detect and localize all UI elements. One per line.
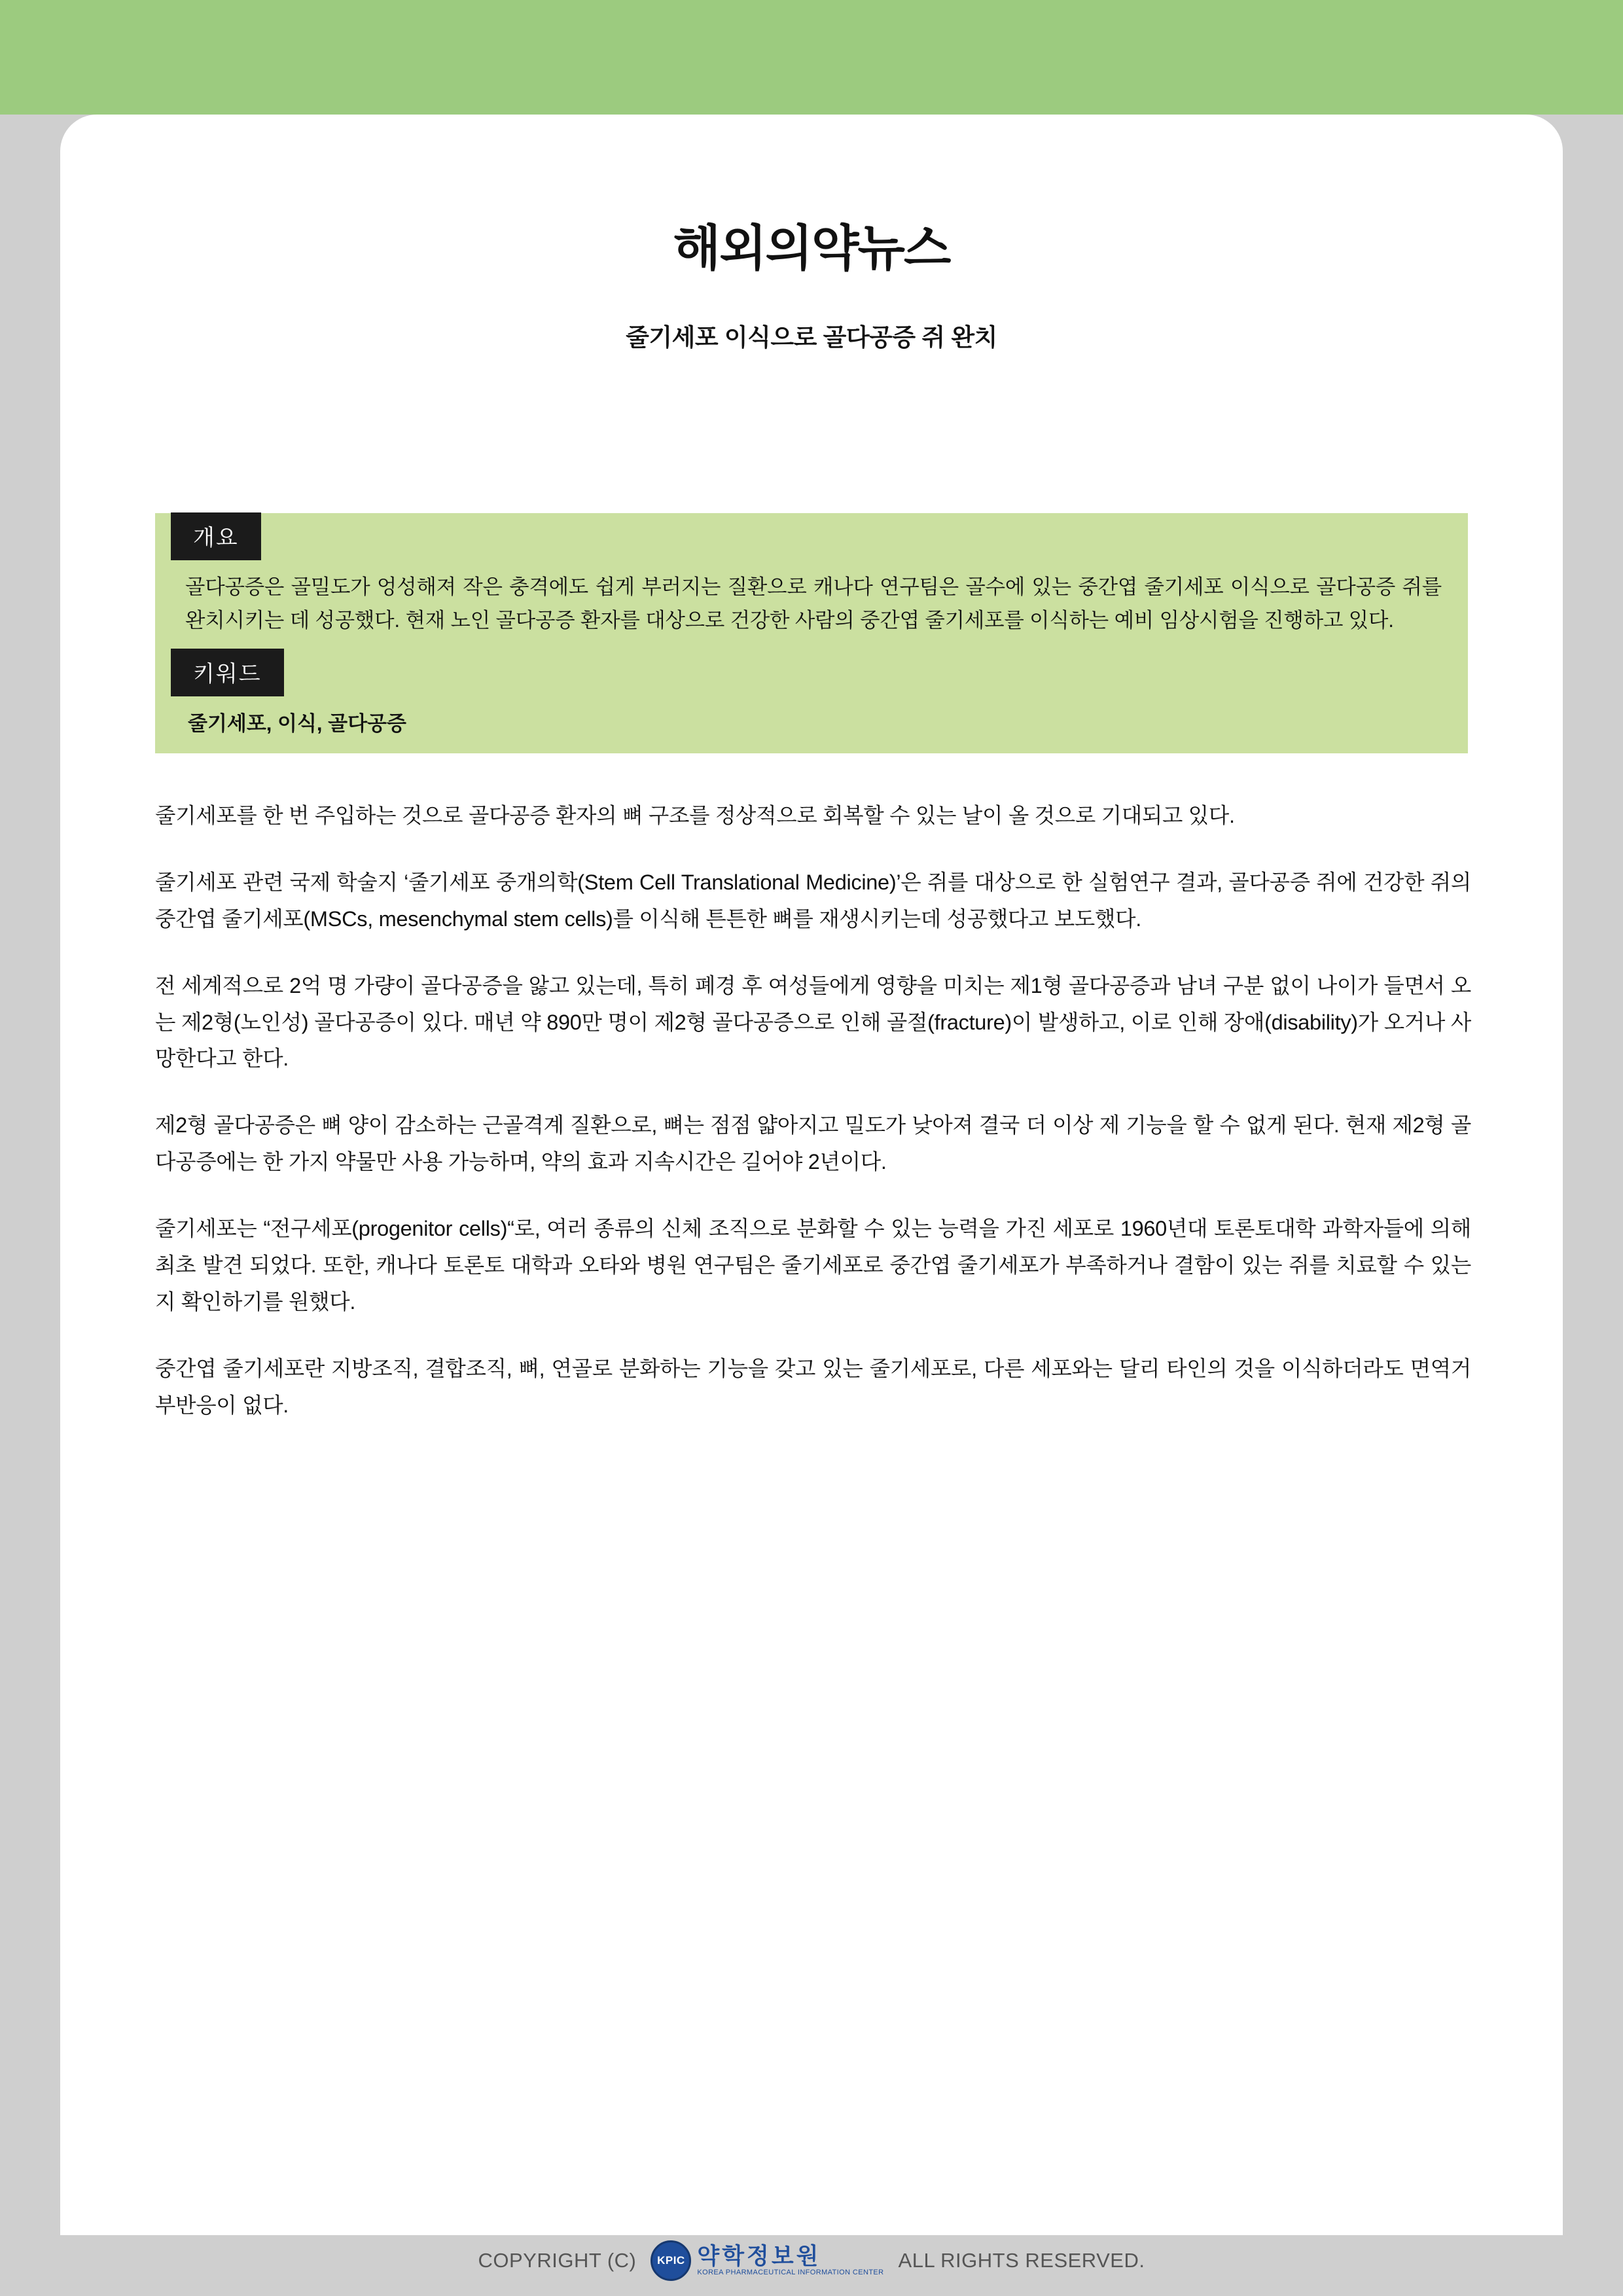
page-footer [0,2225,1623,2296]
document-content [60,115,1563,2235]
summary-box [155,513,1468,753]
overview-tag-wrap [155,512,1468,560]
overview-tag: 개요 [171,512,261,560]
body-paragraph: 제2형 골다공증은 뼈 양이 감소하는 근골격계 질환으로, 뼈는 점점 얇아지고 밀도가 낮아져 결국 더 이상 제 기능을 할 수 없게 된다. 현재 제2형 골다공증에는 한 가지 약물만 사용 가능하며, 약의 효과 지속시간은 길어야 2년이다. [155,1113,1471,1174]
body-paragraph: 전 세계적으로 2억 명 가량이 골다공증을 앓고 있는데, 특히 폐경 후 여성들에게 영향을 미치는 제1형 골다공증과 남녀 구분 없이 나이가 들면서 오는 제2형(노인성) 골다공증이 있다. 매년 약 890만 명이 제2형 골다공증으로 인해 골절(fracture)이 발생하고, 이로 인해 장애(disability)가 오거나 사망한다고 한다. [155,973,1471,1071]
body-paragraph: 줄기세포는 “전구세포(progenitor cells)“로, 여러 종류의 신체 조직으로 분화할 수 있는 능력을 가진 세포로 1960년대 토론토대학 과학자들에 의해 최초 발견 되었다. 또한, 캐나다 토론토 대학과 오타와 병원 연구팀은 줄기세포로 중간엽 줄기세포가 부족하거나 결함이 있는 쥐를 치료할 수 있는지 확인하기를 원했다. [155,1217,1471,1314]
keyword-tag: 키워드 [171,649,284,696]
kpic-english-name: KOREA PHARMACEUTICAL INFORMATION CENTER [697,2269,884,2277]
keyword-text: 줄기세포, 이식, 골다공증 [188,712,406,736]
kpic-logo [651,2240,883,2281]
overview-text: 골다공증은 골밀도가 엉성해져 작은 충격에도 쉽게 부러지는 질환으로 캐나다 연구팀은 골수에 있는 중간엽 줄기세포 이식으로 골다공증 쥐를 완치시키는 데 성공했다. 현재 노인 골다공증 환자를 대상으로 건강한 사람의 중간엽 줄기세포를 이식하는 예비 임상시험을 진행하고 있다. [185,575,1442,632]
body-paragraph: 줄기세포 관련 국제 학술지 ‘줄기세포 중개의학(Stem Cell Translational Medicine)’은 쥐를 대상으로 한 실험연구 결과, 골다공증 쥐에 건강한 쥐의 중간엽 줄기세포(MSCs, mesenchymal stem cells)를 이식해 튼튼한 뼈를 재생시키는데 성공했다고 보도했다. [155,870,1471,931]
copyright-right-text: ALL RIGHTS RESERVED. [898,2249,1145,2272]
keyword-tag-wrap [155,649,1468,696]
kpic-wordmark [697,2245,883,2277]
page-title: 해외의약뉴스 [673,221,950,276]
article-body [155,798,1471,1424]
copyright-left-text: COPYRIGHT (C) [478,2249,637,2272]
article-subtitle: 줄기세포 이식으로 골다공증 쥐 완치 [626,324,997,351]
body-paragraph: 중간엽 줄기세포란 지방조직, 결합조직, 뼈, 연골로 분화하는 기능을 갖고 있는 줄기세포로, 다른 세포와는 달리 타인의 것을 이식하더라도 면역거부반응이 없다. [155,1356,1471,1417]
body-paragraph: 줄기세포를 한 번 주입하는 것으로 골다공증 환자의 뼈 구조를 정상적으로 회복할 수 있는 날이 올 것으로 기대되고 있다. [155,804,1235,828]
kpic-korean-name: 약학정보원 [697,2243,821,2269]
kpic-seal-icon: KPIC [651,2240,691,2281]
